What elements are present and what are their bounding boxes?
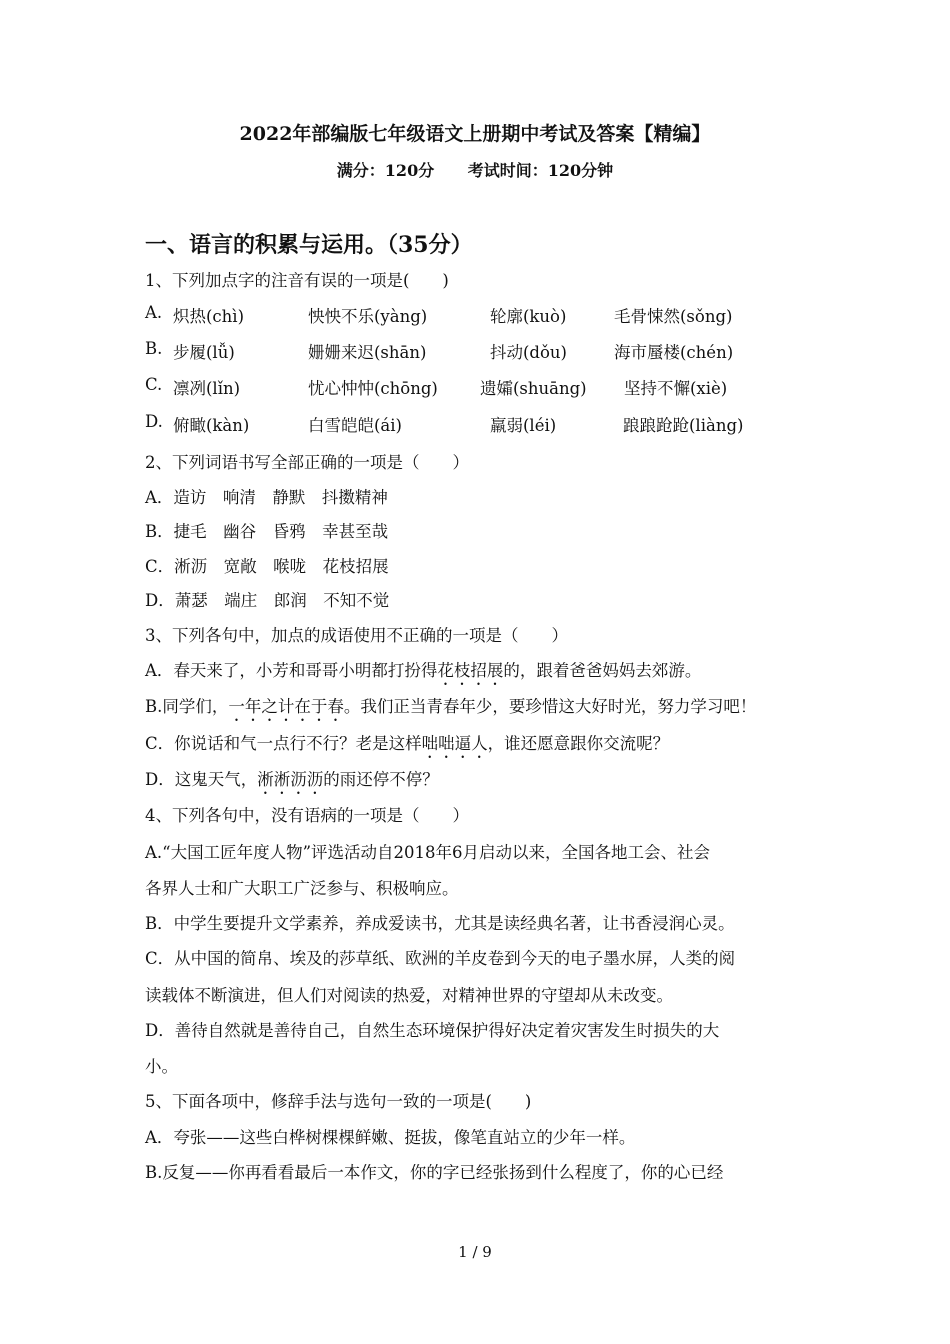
option-label: C. <box>145 375 163 394</box>
q4-line: 小。 <box>145 1057 178 1076</box>
q3-option-a <box>145 657 701 689</box>
option-label: B. <box>145 339 163 358</box>
option-item: 遗孀(shuāng) <box>480 379 587 398</box>
q5-option-a: A．夸张——这些白桦树棵棵鲜嫩、挺拔，像笔直站立的少年一样。 <box>145 1128 636 1147</box>
q4-line: A.“大国工匠年度人物”评选活动自2018年6月启动以来，全国各地工会、社会 <box>145 843 711 862</box>
option-text: 的，跟着爸爸妈妈去郊游。 <box>503 661 702 680</box>
option-item: 轮廓(kuò) <box>490 307 567 326</box>
q2-option-d: D．萧瑟 端庄 郎润 不知不觉 <box>145 591 390 610</box>
option-item: 毛骨悚然(sǒng) <box>614 307 733 326</box>
dotted-idiom: 淅淅沥沥 <box>257 770 324 789</box>
option-item: 踉踉跄跄(liàng) <box>623 416 744 435</box>
exam-info <box>0 158 950 181</box>
exam-time: 考试时间：120分钟 <box>467 161 614 180</box>
q4-line: C．从中国的简帛、埃及的莎草纸、欧洲的羊皮卷到今天的电子墨水屏，人类的阅 <box>145 949 736 968</box>
option-item: 怏怏不乐(yàng) <box>308 307 428 326</box>
option-item: 姗姗来迟(shān) <box>308 343 427 362</box>
q4-line: B．中学生要提升文学素养，养成爱读书，尤其是读经典名著，让书香浸润心灵。 <box>145 914 735 933</box>
option-text: C．你说话和气一点行不行？老是这样 <box>145 734 422 753</box>
document-title: 2022年部编版七年级语文上册期中考试及答案【精编】 <box>239 123 711 145</box>
option-item: 忧心忡忡(chōng) <box>308 379 438 398</box>
option-text: 。我们正当青春年少，要珍惜这大好时光，努力学习吧！ <box>343 697 757 716</box>
dotted-idiom: 花枝招展 <box>437 661 504 680</box>
option-item: 海市蜃楼(chén) <box>614 343 734 362</box>
option-item: 抖动(dǒu) <box>490 343 567 362</box>
question-3-stem: 3、下列各句中，加点的成语使用不正确的一项是（ ） <box>145 626 568 645</box>
question-4-stem: 4、下列各句中，没有语病的一项是（ ） <box>145 806 469 825</box>
option-item: 步履(lǚ) <box>173 343 235 362</box>
option-label: A. <box>145 303 163 322</box>
option-text: 的雨还停不停？ <box>323 770 439 789</box>
q2-option-b: B．捷毛 幽谷 昏鸦 幸甚至哉 <box>145 522 389 541</box>
q3-option-b <box>145 693 756 725</box>
question-2-stem: 2、下列词语书写全部正确的一项是（ ） <box>145 453 469 472</box>
section-heading: 一、语言的积累与运用。（35分） <box>145 232 473 258</box>
option-label: D. <box>145 412 163 431</box>
q5-option-b: B.反复——你再看看最后一本作文，你的字已经张扬到什么程度了，你的心已经 <box>145 1163 724 1182</box>
question-1-stem: 1、下列加点字的注音有误的一项是( ) <box>145 271 449 290</box>
q3-option-c <box>145 730 669 762</box>
q4-line: 各界人士和广大职工广泛参与、积极响应。 <box>145 879 459 898</box>
option-item: 坚持不懈(xiè) <box>624 379 728 398</box>
option-item: 俯瞰(kàn) <box>173 416 250 435</box>
option-item: 凛冽(lǐn) <box>173 379 241 398</box>
option-item: 白雪皑皑(ái) <box>308 416 402 435</box>
q2-option-a: A．造访 响清 静默 抖擞精神 <box>145 488 388 507</box>
page-number: 1 / 9 <box>458 1243 492 1261</box>
q4-line: 读载体不断演进，但人们对阅读的热爱，对精神世界的守望却从未改变。 <box>145 986 673 1005</box>
dotted-idiom: 一年之计在于春 <box>228 697 344 716</box>
q3-option-d <box>145 766 439 798</box>
option-item: 羸弱(léi) <box>490 416 557 435</box>
full-score: 满分：120分 <box>336 161 435 180</box>
dotted-idiom: 咄咄逼人 <box>421 734 488 753</box>
option-text: A．春天来了，小芳和哥哥小明都打扮得 <box>145 661 438 680</box>
question-5-stem: 5、下面各项中，修辞手法与选句一致的一项是( ) <box>145 1092 532 1111</box>
q4-line: D．善待自然就是善待自己，自然生态环境保护得好决定着灾害发生时损失的大 <box>145 1021 720 1040</box>
option-text: ，谁还愿意跟你交流呢？ <box>487 734 670 753</box>
option-text: B.同学们， <box>145 697 229 716</box>
q2-option-c: C．淅沥 宽敞 喉咙 花枝招展 <box>145 557 389 576</box>
option-item: 炽热(chì) <box>173 307 245 326</box>
option-text: D．这鬼天气， <box>145 770 258 789</box>
